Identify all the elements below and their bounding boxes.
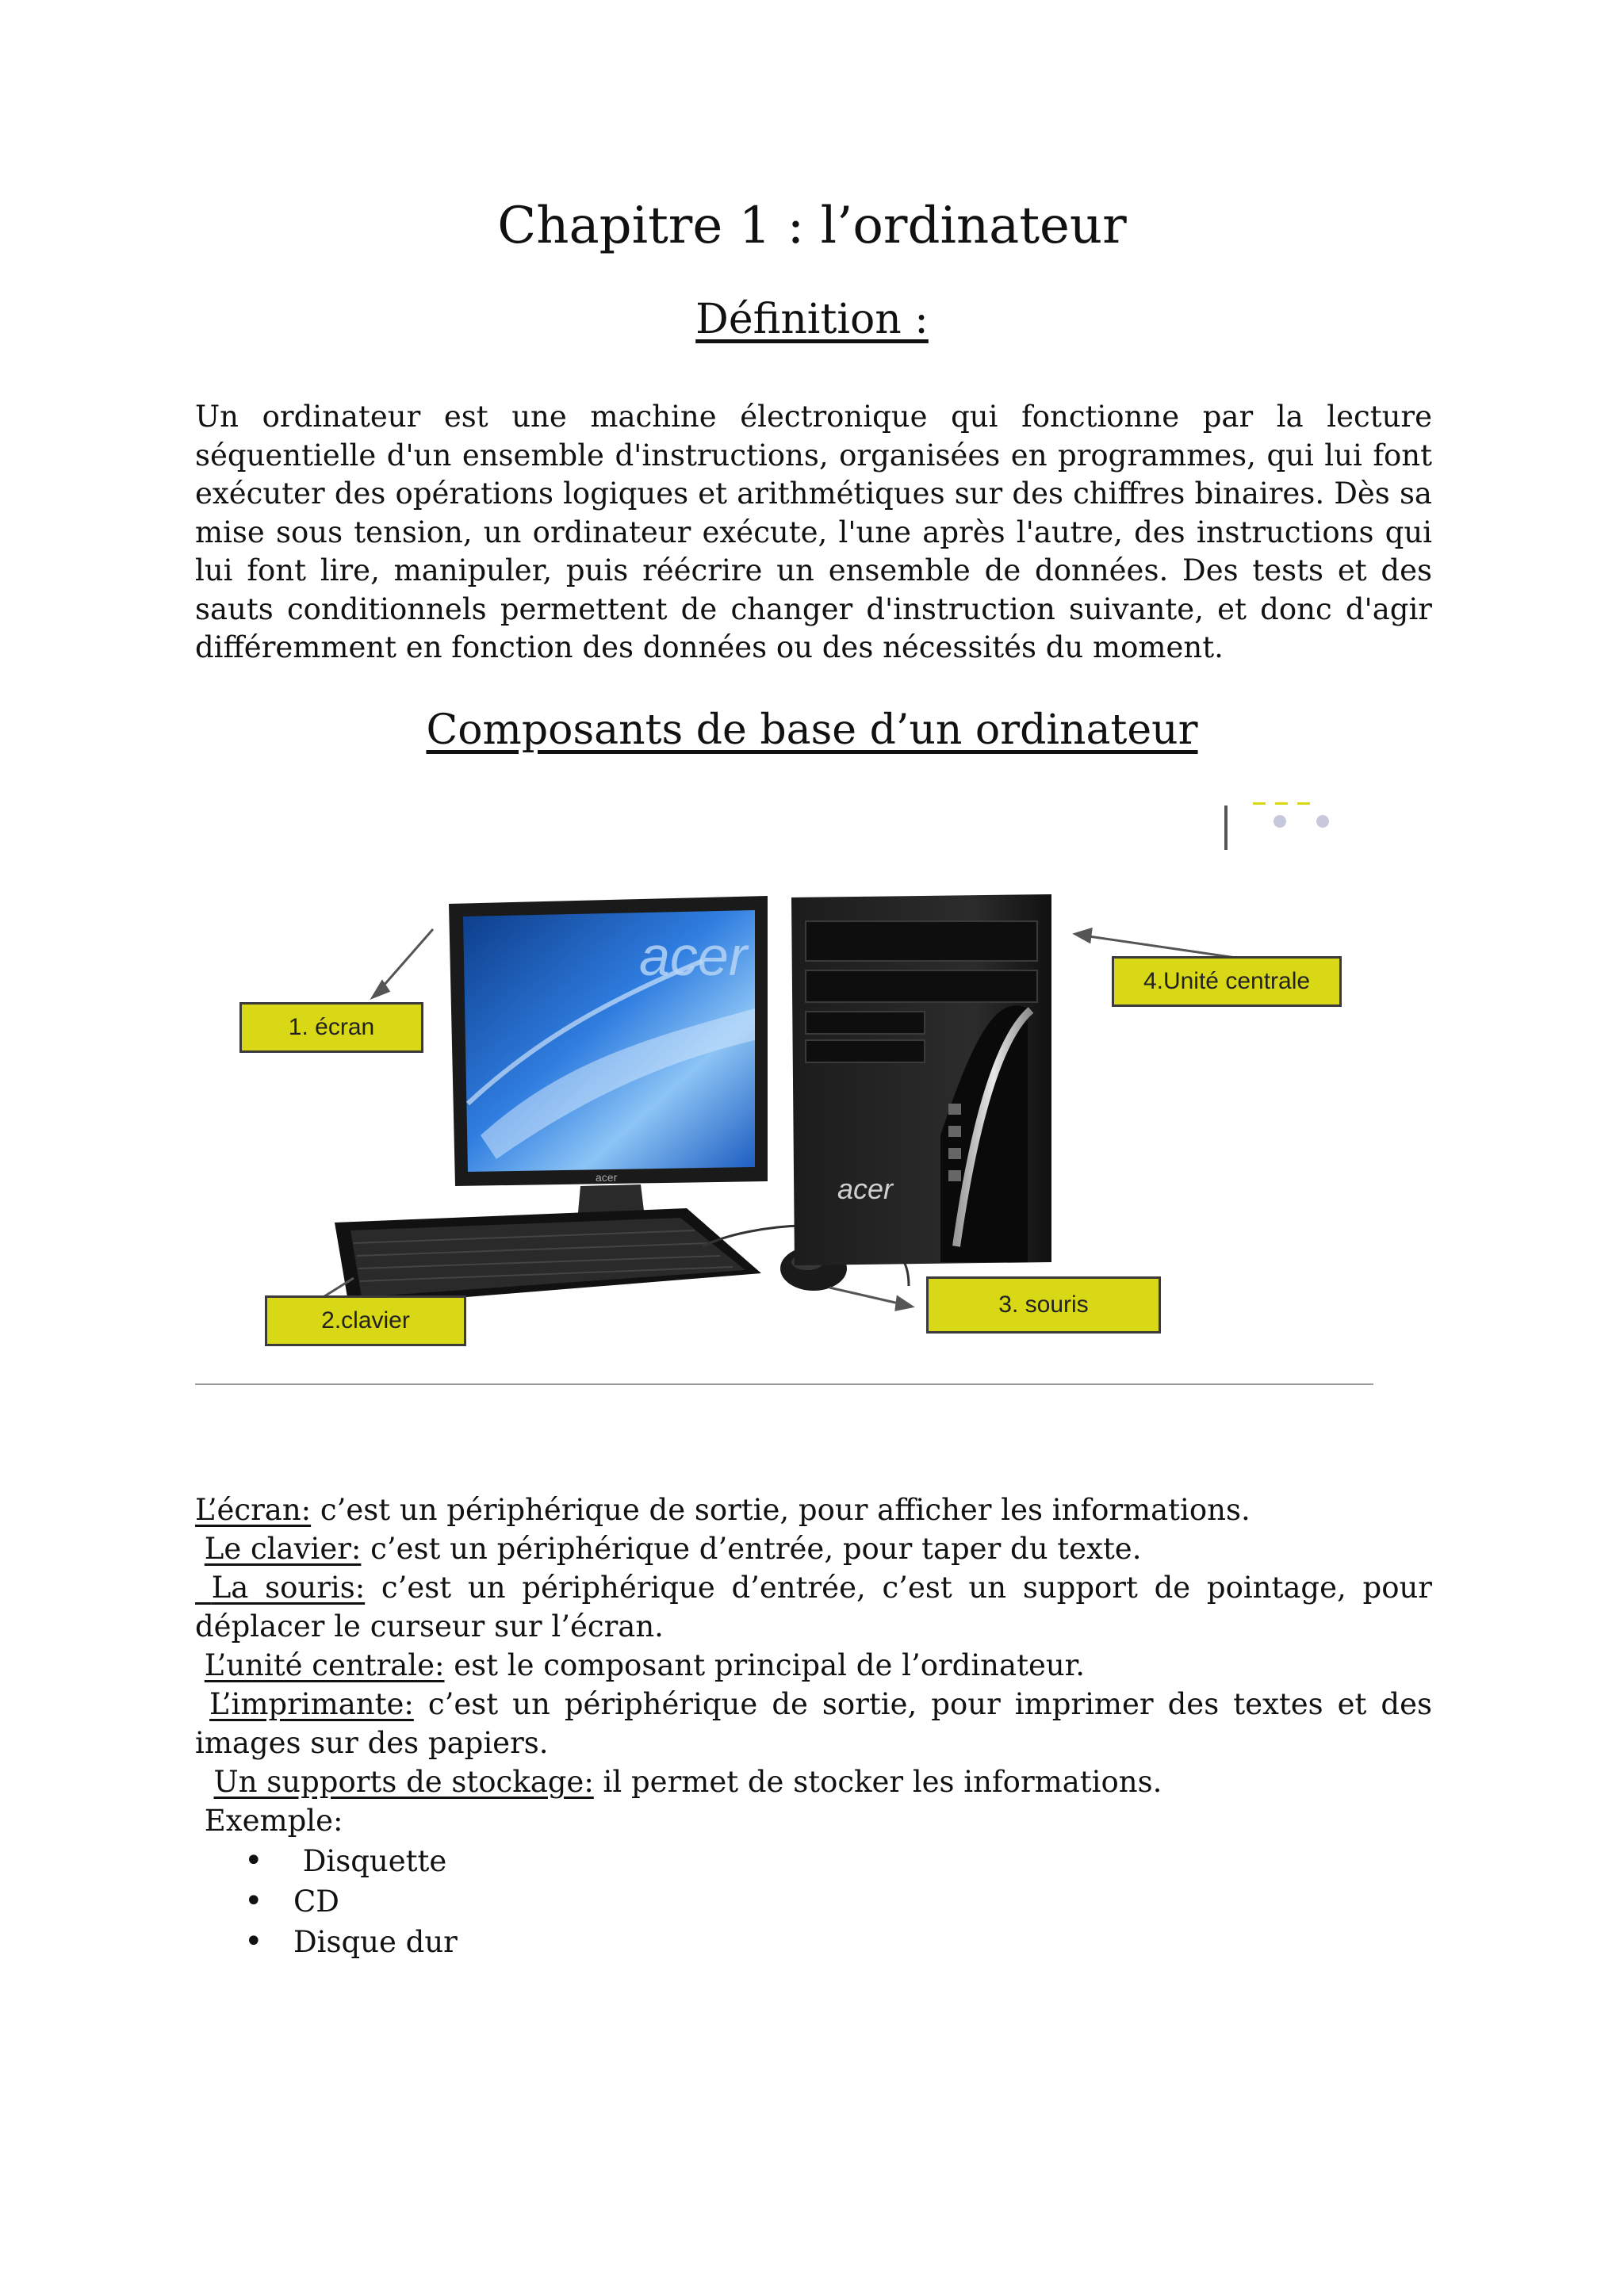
example-label xyxy=(195,1801,1432,1840)
desc-mouse: c’est un périphérique d’entrée, c’est un support de pointage, pour déplacer le curseur sur l’écran. xyxy=(195,1571,1432,1644)
component-screen xyxy=(195,1490,1432,1529)
desc-storage: il permet de stocker les informations. xyxy=(593,1765,1162,1799)
artifact-dot xyxy=(1274,815,1286,828)
desc-keyboard: c’est un périphérique d’entrée, pour taper du texte. xyxy=(361,1532,1142,1566)
component-storage xyxy=(195,1762,1432,1801)
desc-screen: c’est un périphérique de sortie, pour afficher les informations. xyxy=(311,1493,1251,1527)
term-central-unit: L’unité centrale: xyxy=(204,1648,445,1682)
example-floppy: Disquette xyxy=(302,1844,447,1878)
term-mouse xyxy=(195,1571,365,1605)
term-printer: L’imprimante: xyxy=(209,1687,414,1721)
term-screen: L’écran: xyxy=(195,1493,312,1527)
components-description xyxy=(195,1490,1432,1840)
component-printer xyxy=(195,1685,1432,1762)
tower-brand: acer xyxy=(837,1173,894,1205)
chapter-title: Chapitre 1 : l’ordinateur xyxy=(497,197,1127,255)
keyboard xyxy=(335,1208,761,1307)
desc-printer: c’est un périphérique de sortie, pour imprimer des textes et des images sur des papiers. xyxy=(195,1687,1433,1760)
artifact-dot xyxy=(1316,815,1329,828)
computer-illustration xyxy=(195,802,1373,1384)
component-mouse xyxy=(195,1568,1432,1646)
term-mouse-text: La souris: xyxy=(211,1571,366,1605)
figure-divider xyxy=(195,1383,1373,1385)
artifact-dash xyxy=(1253,802,1266,805)
storage-examples-list xyxy=(238,1841,458,1962)
callout-mouse: 3. souris xyxy=(926,1276,1161,1334)
monitor-bezel-brand: acer xyxy=(596,1171,618,1184)
term-keyboard: Le clavier: xyxy=(204,1532,362,1566)
artifact-dash xyxy=(1275,802,1288,805)
artifact-line xyxy=(1224,806,1228,850)
tower xyxy=(791,894,1051,1265)
list-item: • Disque dur xyxy=(238,1922,458,1962)
components-heading: Composants de base d’un ordinateur xyxy=(426,706,1198,754)
monitor-brand: acer xyxy=(639,925,748,987)
callout-keyboard: 2.clavier xyxy=(265,1295,466,1346)
desc-central-unit: est le composant principal de l’ordinateur. xyxy=(444,1648,1086,1682)
callout-central-unit: 4.Unité centrale xyxy=(1112,956,1342,1007)
artifact-dash xyxy=(1297,802,1310,805)
component-central-unit xyxy=(195,1646,1432,1685)
term-storage: Un supports de stockage: xyxy=(213,1765,594,1799)
list-item xyxy=(238,1841,458,1881)
component-keyboard xyxy=(195,1529,1432,1568)
definition-heading: Définition : xyxy=(695,296,929,343)
definition-paragraph: Un ordinateur est une machine électronique qui fonctionne par la lecture séquentielle d'un ensemble d'instructions, organisées en programmes, qui lui font exécuter des opérations logiques et arithmétiques sur des chiffres binaires. Dès sa mise sous tension, un ordinateur exécute, l'une après l'autre, des instructions qui lui font lire, manipuler, puis réécrire un ensemble de données. Des tests et des sauts conditionnels permettent de changer d'instruction suivante, et donc d'agir différemment en fonction des données ou des nécessités du moment. xyxy=(195,400,1432,664)
monitor xyxy=(449,896,768,1257)
callout-screen: 1. écran xyxy=(239,1002,423,1053)
list-item: • CD xyxy=(238,1881,458,1922)
example-label-text: Exemple: xyxy=(204,1804,343,1838)
